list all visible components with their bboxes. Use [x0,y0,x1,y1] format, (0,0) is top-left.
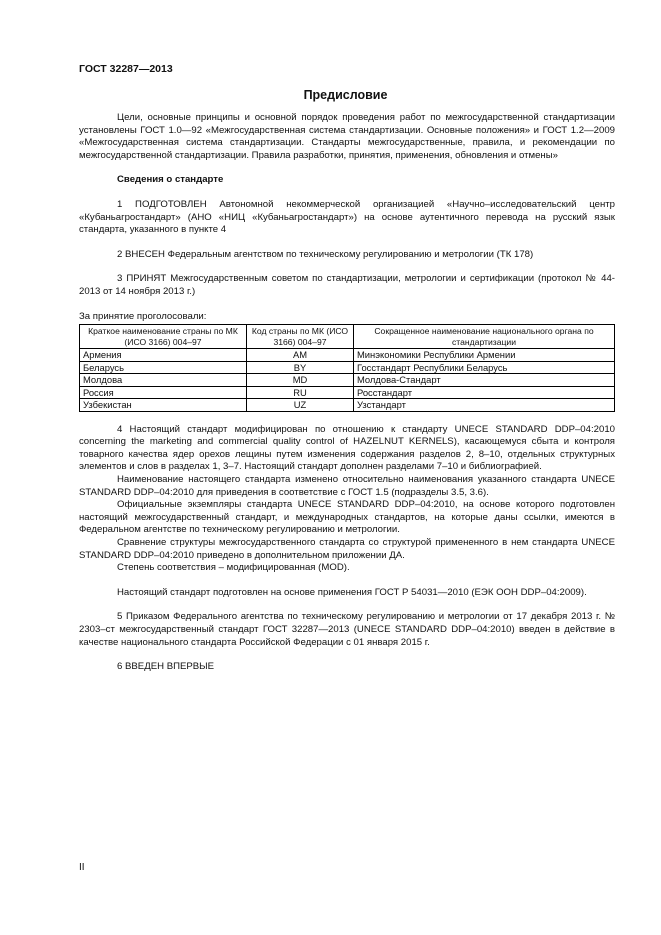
table-header-code: Код страны по МК (ИСО 3166) 004–97 [247,325,354,349]
item-1-paragraph: 1 ПОДГОТОВЛЕН Автономной некоммерческой организацией «Научно–исследовательский центр «Кубаньагростандарт» (АНО «НИЦ «Кубаньагростандарт») на основе аутентичного перевода на русский язык стандарта, указанного в пункте 4 [79,198,615,236]
code-cell: BY [247,361,354,374]
table-header-country: Краткое наименование страны по МК (ИСО 3166) 004–97 [80,325,247,349]
document-body [79,112,615,674]
table-row [80,361,615,374]
country-cell: Молдова [80,374,247,387]
country-cell: Беларусь [80,361,247,374]
page-number: II [79,862,85,873]
code-cell: MD [247,374,354,387]
item-4-name-paragraph: Наименование настоящего стандарта изменено относительно наименования указанного стандарта UNECE STANDARD DDP–04:2010 для приведения в соответствие с ГОСТ 1.5 (подразделы 3.5, 3.6). [79,474,615,498]
organ-cell: Минэкономики Республики Армении [354,349,615,362]
organ-cell: Госстандарт Республики Беларусь [354,361,615,374]
voting-label: За принятие проголосовали: [79,310,207,322]
code-cell: RU [247,386,354,399]
item-4-degree-paragraph: Степень соответствия – модифицированная (MOD). [117,562,350,574]
page-title: Предисловие [303,88,388,102]
table-row [80,399,615,412]
table-row [80,349,615,362]
section-title: Сведения о стандарте [117,174,224,186]
item-4-paragraph: 4 Настоящий стандарт модифицирован по отношению к стандарту UNECE STANDARD DDP–04:2010 concerning the marketing and commercial quality control of HAZELNUT KERNELS), касающемуся сбыта и контроля товарного качества ядер орехов лещины путем изменения содержания разделов 2, 8–10, отдельных структурных элементов и слов в разделах 1, 3–7. Настоящий стандарт дополнен разделами 7–10 и библиографией. [79,423,615,473]
table-row [80,374,615,387]
organ-cell: Молдова-Стандарт [354,374,615,387]
item-2-paragraph: 2 ВНЕСЕН Федеральным агентством по техническому регулированию и метрологии (ТК 178) [117,248,534,260]
item-4-official-paragraph: Официальные экземпляры стандарта UNECE STANDARD DDP–04:2010, на основе которого подготовлен настоящий межгосударственный стандарт, и международных стандартов, на которые даны ссылки, имеются в Федеральном агентстве по техническому регулированию и метрологии. [79,499,615,536]
intro-paragraph: Цели, основные принципы и основной порядок проведения работ по межгосударственной стандартизации установлены ГОСТ 1.0—92 «Межгосударственная система стандартизации. Основные положения» и ГОСТ 1.2—2009 «Межгосударственная система стандартизации. Стандарты межгосударственные, правила, и рекомендации по межгосударственной стандартизации. Правила разработки, принятия, применения, обновления и отмены» [79,112,615,161]
country-cell: Россия [80,386,247,399]
voting-table [79,324,615,412]
country-cell: Армения [80,349,247,362]
country-cell: Узбекистан [80,399,247,412]
table-header-organ: Сокращенное наименование национального органа по стандартизации [354,325,615,349]
item-4-comparison-paragraph: Сравнение структуры межгосударственного стандарта со структурой примененного в нем стандарта UNECE STANDARD DDP–04:2010 приведено в дополнительном приложении ДА. [79,536,615,561]
doc-code-header: ГОСТ 32287—2013 [79,63,173,75]
table-header-row [80,325,615,349]
table-row [80,386,615,399]
item-3-paragraph: 3 ПРИНЯТ Межгосударственным советом по стандартизации, метрологии и сертификации (протокол № 44-2013 от 14 ноября 2013 г.) [79,273,615,297]
item-5-paragraph: 5 Приказом Федерального агентства по техническому регулированию и метрологии от 17 декабря 2013 г. № 2303–ст межгосударственный стандарт ГОСТ 32287—2013 (UNECE STANDARD DDP–04:2010) введен в действие в качестве национального стандарта Российской Федерации с 01 января 2015 г. [79,611,615,648]
code-cell: AM [247,349,354,362]
code-cell: UZ [247,399,354,412]
basis-paragraph: Настоящий стандарт подготовлен на основе применения ГОСТ Р 54031—2010 (ЕЭК ООН DDP–04:2009). [117,586,587,598]
organ-cell: Узстандарт [354,399,615,412]
organ-cell: Росстандарт [354,386,615,399]
item-6-paragraph: 6 ВВЕДЕН ВПЕРВЫЕ [117,661,215,673]
